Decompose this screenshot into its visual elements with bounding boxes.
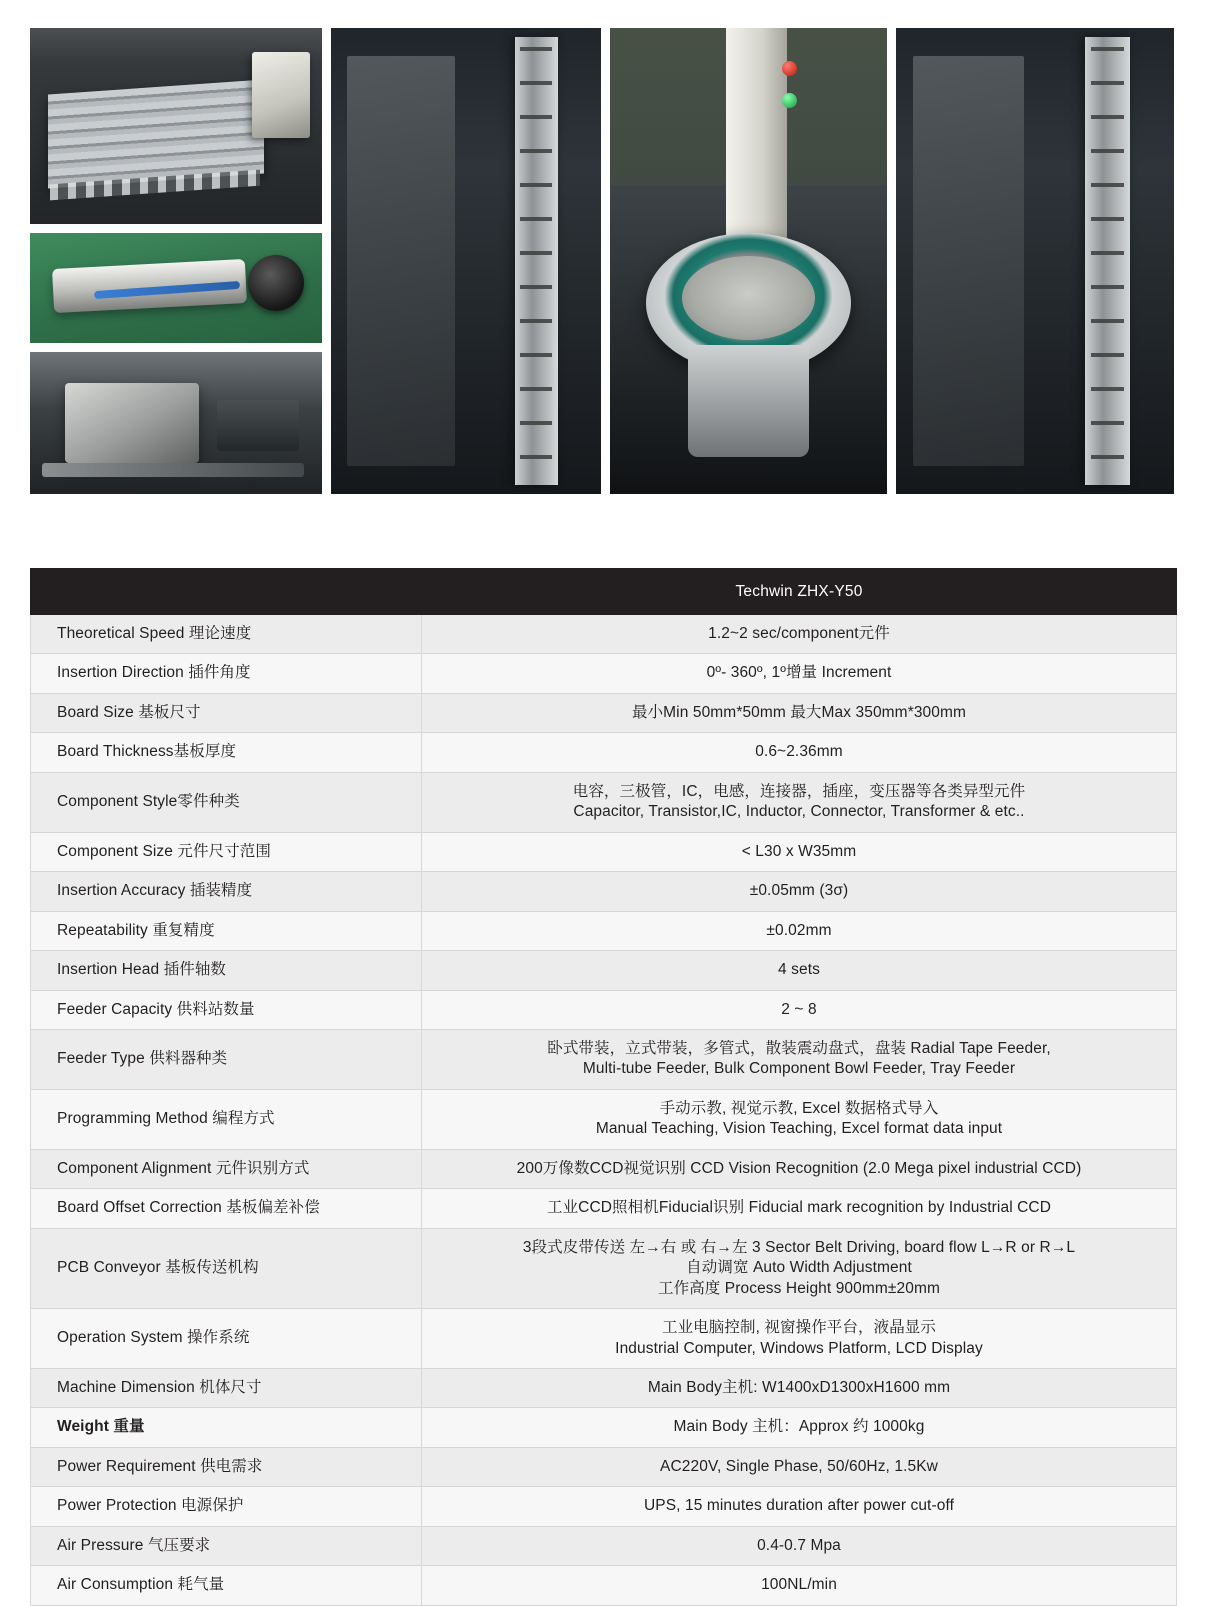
spec-value bbox=[422, 990, 1177, 1029]
table-row bbox=[31, 1447, 1177, 1486]
spec-value bbox=[422, 872, 1177, 911]
spec-value bbox=[422, 733, 1177, 772]
spec-label: Machine Dimension 机体尺寸 bbox=[31, 1368, 422, 1407]
spec-value bbox=[422, 654, 1177, 693]
photo-detail-column bbox=[726, 28, 787, 242]
spec-value bbox=[422, 1526, 1177, 1565]
spec-value-line: 2 ~ 8 bbox=[781, 1000, 817, 1018]
spec-value bbox=[422, 1447, 1177, 1486]
spec-value-line: 0º- 360º, 1º增量 Increment bbox=[706, 664, 892, 682]
spec-label: Feeder Type 供料器种类 bbox=[31, 1029, 422, 1089]
gallery-column-3 bbox=[610, 28, 887, 494]
table-row bbox=[31, 1487, 1177, 1526]
spec-value-line: < L30 x W35mm bbox=[741, 842, 857, 860]
spec-value bbox=[422, 1368, 1177, 1407]
photo-pcb-conveyor-rail bbox=[30, 28, 322, 224]
photo-detail-panel bbox=[347, 56, 455, 466]
table-row bbox=[31, 951, 1177, 990]
spec-value bbox=[422, 1487, 1177, 1526]
spec-value bbox=[422, 911, 1177, 950]
table-row bbox=[31, 1368, 1177, 1407]
spec-value-line: 手动示教, 视觉示教, Excel 数据格式导入 bbox=[659, 1099, 939, 1117]
spec-label: Component Alignment 元件识别方式 bbox=[31, 1149, 422, 1188]
spec-label: Air Pressure 气压要求 bbox=[31, 1526, 422, 1565]
spec-value-line: Main Body主机: W1400xD1300xH1600 mm bbox=[647, 1378, 951, 1396]
spec-value-line: Capacitor, Transistor,IC, Inductor, Connector, Transformer & etc.. bbox=[573, 803, 1025, 821]
spec-value-line: Main Body 主机：Approx 约 1000kg bbox=[673, 1418, 925, 1436]
spec-value bbox=[422, 1149, 1177, 1188]
photo-detail-screw-row bbox=[1091, 47, 1124, 476]
table-row bbox=[31, 733, 1177, 772]
spec-value bbox=[422, 1408, 1177, 1447]
photo-detail-panel bbox=[913, 56, 1024, 466]
spec-value-line: 4 sets bbox=[778, 961, 820, 979]
spec-label: Repeatability 重复精度 bbox=[31, 911, 422, 950]
spec-label: Component Size 元件尺寸范围 bbox=[31, 832, 422, 871]
spec-value bbox=[422, 1309, 1177, 1369]
spec-label: Programming Method 编程方式 bbox=[31, 1089, 422, 1149]
specification-table-wrapper bbox=[30, 568, 1176, 1606]
table-row bbox=[31, 1189, 1177, 1228]
spec-value bbox=[422, 693, 1177, 732]
spec-value-line: UPS, 15 minutes duration after power cut-off bbox=[644, 1497, 954, 1515]
specification-table-body bbox=[31, 615, 1177, 1606]
spec-value-line: 卧式带装，立式带装，多管式，散装震动盘式，盘装 Radial Tape Feeder, bbox=[547, 1039, 1051, 1057]
spec-value bbox=[422, 832, 1177, 871]
spec-label: Board Thickness基板厚度 bbox=[31, 733, 422, 772]
spec-label: Air Consumption 耗气量 bbox=[31, 1566, 422, 1605]
spec-value-line: 工业CCD照相机Fiducial识别 Fiducial mark recognition by Industrial CCD bbox=[546, 1199, 1052, 1217]
gallery-column-4 bbox=[896, 28, 1174, 494]
table-row bbox=[31, 772, 1177, 832]
spec-label: Board Offset Correction 基板偏差补偿 bbox=[31, 1189, 422, 1228]
spec-label: PCB Conveyor 基板传送机构 bbox=[31, 1228, 422, 1308]
spec-value-line: 1.2~2 sec/component元件 bbox=[708, 625, 890, 642]
spec-label: Board Size 基板尺寸 bbox=[31, 693, 422, 732]
photo-detail-blue-tube bbox=[94, 281, 240, 299]
photo-detail-screw-row bbox=[520, 47, 552, 476]
spec-value bbox=[422, 1029, 1177, 1089]
status-light-red-icon bbox=[782, 61, 797, 76]
photo-detail-pin-row bbox=[50, 169, 260, 200]
table-row bbox=[31, 1408, 1177, 1447]
spec-value-line: 0.6~2.36mm bbox=[755, 743, 843, 761]
table-row bbox=[31, 654, 1177, 693]
spec-label: Component Style零件种类 bbox=[31, 772, 422, 832]
photo-insertion-mechanism-closeup bbox=[30, 352, 322, 494]
spec-value bbox=[422, 772, 1177, 832]
spec-value bbox=[422, 615, 1177, 654]
table-row bbox=[31, 1526, 1177, 1565]
table-row bbox=[31, 1089, 1177, 1149]
table-row bbox=[31, 1029, 1177, 1089]
table-row bbox=[31, 1309, 1177, 1369]
table-header-model: Techwin ZHX-Y50 bbox=[422, 569, 1177, 615]
spec-value-line: 电容，三极管，IC，电感，连接器，插座，变压器等各类异型元件 bbox=[572, 782, 1026, 800]
spec-value bbox=[422, 1189, 1177, 1228]
spec-label: Power Protection 电源保护 bbox=[31, 1487, 422, 1526]
table-header-row bbox=[31, 569, 1177, 615]
table-header-blank bbox=[31, 569, 422, 615]
table-row bbox=[31, 872, 1177, 911]
specification-table bbox=[30, 568, 1177, 1606]
spec-label: Insertion Direction 插件角度 bbox=[31, 654, 422, 693]
product-photo-gallery bbox=[30, 28, 1176, 494]
spec-value-line: 最小Min 50mm*50mm 最大Max 350mm*300mm bbox=[631, 703, 967, 721]
spec-value-line: Multi-tube Feeder, Bulk Component Bowl Feeder, Tray Feeder bbox=[582, 1060, 1016, 1078]
spec-label: Operation System 操作系统 bbox=[31, 1309, 422, 1369]
spec-label: Weight 重量 bbox=[31, 1408, 422, 1447]
photo-detail-red-block bbox=[273, 59, 299, 99]
spec-value bbox=[422, 1228, 1177, 1308]
table-row bbox=[31, 615, 1177, 654]
photo-machine-head-assembly bbox=[331, 28, 601, 494]
spec-value-line: 200万像数CCD视觉识别 CCD Vision Recognition (2.0 Mega pixel industrial CCD) bbox=[516, 1159, 1082, 1177]
spec-value-line: AC220V, Single Phase, 50/60Hz, 1.5Kw bbox=[660, 1457, 938, 1475]
spec-value-line: ±0.02mm bbox=[766, 921, 832, 939]
table-row bbox=[31, 911, 1177, 950]
photo-detail-base-bar bbox=[42, 463, 305, 477]
table-row bbox=[31, 1228, 1177, 1308]
spec-label: Insertion Head 插件轴数 bbox=[31, 951, 422, 990]
spec-value-line: 自动调宽 Auto Width Adjustment bbox=[686, 1259, 912, 1277]
table-row bbox=[31, 693, 1177, 732]
spec-label: Insertion Accuracy 插装精度 bbox=[31, 872, 422, 911]
spec-value-line: 工作高度 Process Height 900mm±20mm bbox=[658, 1279, 940, 1297]
photo-pneumatic-gripper-on-green-mat bbox=[30, 233, 322, 343]
spec-label: Feeder Capacity 供料站数量 bbox=[31, 990, 422, 1029]
spec-value bbox=[422, 1089, 1177, 1149]
status-light-green-icon bbox=[782, 93, 797, 108]
table-row bbox=[31, 990, 1177, 1029]
spec-value-line: Industrial Computer, Windows Platform, LCD Display bbox=[615, 1339, 983, 1357]
spec-value-line: Manual Teaching, Vision Teaching, Excel format data input bbox=[595, 1120, 1003, 1138]
photo-bulk-component-bowl-feeder bbox=[610, 28, 887, 494]
spec-label: Theoretical Speed 理论速度 bbox=[31, 615, 422, 654]
photo-detail-bowl-base bbox=[688, 345, 810, 457]
spec-value bbox=[422, 951, 1177, 990]
spec-value-line: 100NL/min bbox=[761, 1576, 837, 1594]
spec-value-line: 工业电脑控制, 视窗操作平台，液晶显示 bbox=[661, 1319, 936, 1337]
table-row bbox=[31, 832, 1177, 871]
gallery-column-2 bbox=[331, 28, 601, 494]
photo-detail-bowl-inner bbox=[682, 256, 815, 340]
spec-value bbox=[422, 1566, 1177, 1605]
spec-value-line: 0.4-0.7 Mpa bbox=[757, 1536, 841, 1554]
photo-linear-axis-ballscrew bbox=[896, 28, 1174, 494]
spec-value-line: ±0.05mm (3σ) bbox=[749, 882, 849, 900]
gallery-column-1 bbox=[30, 28, 322, 494]
spec-label: Power Requirement 供电需求 bbox=[31, 1447, 422, 1486]
spec-value-line: 3段式皮带传送 左→右 或 右→左 3 Sector Belt Driving, board flow L→R or R→L bbox=[522, 1238, 1076, 1256]
table-row bbox=[31, 1149, 1177, 1188]
table-row bbox=[31, 1566, 1177, 1605]
